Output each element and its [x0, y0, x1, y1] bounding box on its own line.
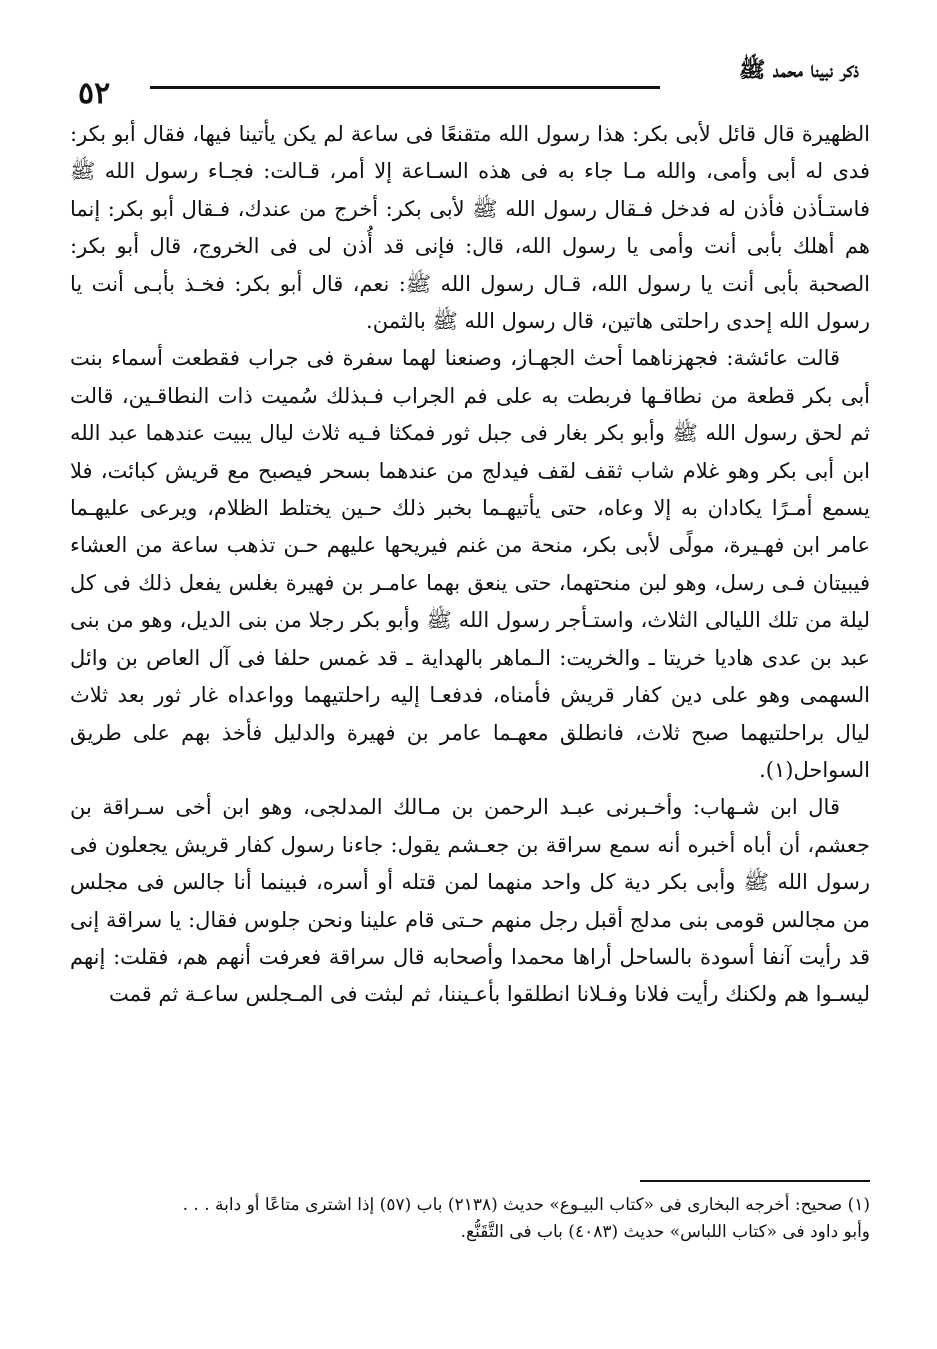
running-title: ذكر نبينا محمد ﷺ	[738, 57, 859, 83]
footnote-rule	[640, 1180, 870, 1182]
footnotes	[70, 1192, 870, 1246]
paragraph-2: قالت عائشة: فجهزناهما أحث الجهـاز، وصنعنا لهما سفرة فى جراب فقطعت أسماء بنت أبى بكر قطعة من نطاقـها فربطت به على فم الجراب فـبذلك سُميت ذات النطاقـين، قالت ثم لحق رسول الله ﷺ وأبو بكر بغار فى جبل ثور فمكثا فـيه ثلاث ليال يبيت عندهما عبد الله ابن أبى بكر وهو غلام شاب ثقف لقف فيدلج من عندهما بسحر فيصبح مع قريش كبائت، فلا يسمع أمـرًا يكادان به إلا وعاه، حتى يأتيهـما بخبر ذلك حـين يختلط الظلام، ويرعى عليهـما عامر ابن فهـيرة، مولًى لأبى بكر، منحة من غنم فيريحها عليهم حـن تذهب ساعة من العشاء فيبيتان فـى رسل، وهو لبن منحتهما، حتى ينعق بهما عامـر بن فهيرة بغلس يفعل ذلك فى كل ليلة من تلك الليالى الثلاث، واستـأجر رسول الله ﷺ وأبو بكر رجلا من بنى الديل، وهو من بنى عبد بن عدى هاديا خريتا ـ والخريت: الـماهر بالهداية ـ قد غمس حلفا فى آل العاص بن وائل السهمى وهو على دين كفار قريش فأمناه، فدفعـا إليه راحلتيهما وواعداه غار ثور بعد ثلاث ليال براحلتيهما صبح ثلاث، فانطلق معهـما عامر بن فهيرة والدليل فأخذ بهم على طريق السواحل(١).	[70, 346, 870, 782]
paragraph-3: قال ابن شـهاب: وأخـبرنى عبـد الرحمن بن مـالك المدلجى، وهو ابن أخى سـراقة بن جعشم، أن أباه أخبره أنه سمع سراقة بن جعـشم يقول: جاءنا رسول كفار قريش يجعلون فى رسول الله ﷺ وأبى بكر دية كل واحد منهما لمن قتله أو أسره، فبينما أنا جالس فى مجلس من مجالس قومى بنى مدلج أقبل رجل منهم حـتى قام علينا ونحن جلوس فقال: يا سراقة إنى قد رأيت آنفا أسودة بالساحل أراها محمدا وأصحابه قال سراقة فعرفت أنهم هم، فقلت: إنهم ليسـوا هم ولكنك رأيت فلانا وفـلانا انطلقوا بأعـيننا، ثم لبثت فى المـجلس ساعـة ثم قمت	[70, 795, 870, 1007]
footnote-1: (١) صحيح: أخرجه البخارى فى «كتاب البيـوع» حديث (٢١٣٨) باب (٥٧) إذا اشترى متاعًا أو دابة . . .	[182, 1195, 870, 1215]
page-header	[0, 52, 937, 112]
header-rule	[150, 86, 660, 89]
paragraph-1: الظهيرة قال قائل لأبى بكر: هذا رسول الله متقنعًا فى ساعة لم يكن يأتينا فيها، فقال أبو بكر: فدى له أبى وأمى، والله مـا جاء به فى هذه السـاعة إلا أمر، قـالت: فجـاء رسول الله ﷺ فاستـأذن فأذن له فدخل فـقال رسول الله ﷺ لأبى بكر: أخرج من عندك، فـقال أبو بكر: إنما هم أهلك بأبى أنت وأمى يا رسول الله، قال: فإنى قد أُذن لى فى الخروج، قال أبو بكر: الصحبة بأبى أنت يا رسول الله، قـال رسول الله ﷺ: نعم، قال أبو بكر: فخـذ بأبـى أنت يا رسول الله إحدى راحلتى هاتين، قال رسول الله ﷺ بالثمن.	[70, 122, 870, 334]
body-text	[70, 116, 870, 1014]
footnote-1-continuation: وأبو داود فى «كتاب اللباس» حديث (٤٠٨٣) باب فى التَّقَنُّع.	[460, 1222, 870, 1242]
page-number: ٥٢	[78, 76, 111, 111]
